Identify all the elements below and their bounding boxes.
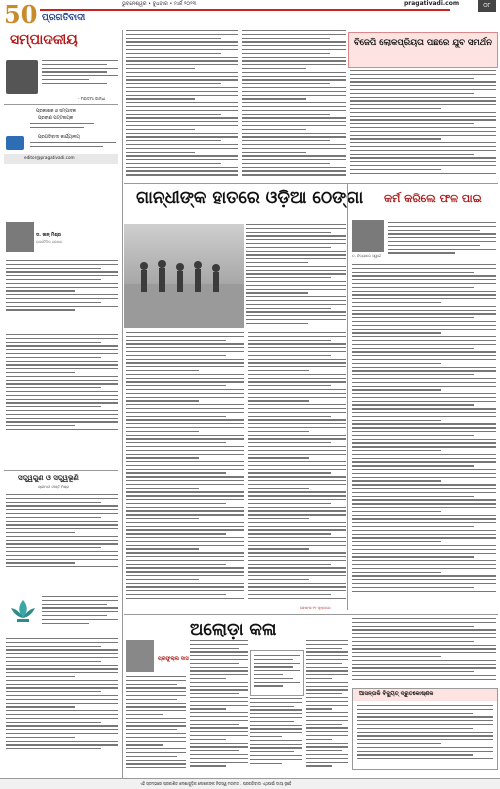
publisher-details [30,123,94,133]
bottom-story-column-4 [306,640,348,768]
left-box-author: ଶ୍ରୀମତୀ ଦୀପ୍ତି ମିଶ୍ର [38,485,70,489]
bottom-headline: ଅଲୋଡ଼ା କଳା [190,620,277,640]
address-details [30,142,116,152]
left-box-text-lower [42,596,118,636]
author-caption: ରାଜନୈତିକ ଲେଖକ [36,240,63,244]
gandhi-portrait [6,60,38,94]
address-label: ପ୍ରଗତିବାଦୀ କାର୍ଯ୍ୟାଳୟ [38,135,80,140]
pull-quote-text [254,655,300,691]
top-right-headline-box [348,32,498,68]
publisher-name: ପ୍ରବୀଣ ପଟ୍ଟନାୟକ [38,116,74,121]
main-headline: ଗାନ୍ଧୀଙ୍କ ହାତରେ ଓଡ଼ିଆ ଠେଙ୍ଗା [136,188,364,208]
bottom-right-box-text [357,705,493,765]
bottom-story-column-1 [126,676,186,768]
main-story-column-1a [246,224,346,328]
right-author-photo [352,220,384,252]
divider [4,104,118,105]
email-label[interactable]: editor@pragativadi.com [24,155,75,160]
top-right-story-text [350,70,496,180]
sidebar-column-text [6,334,118,466]
author-photo [6,222,34,252]
main-story-column-1 [126,332,244,614]
top-right-headline: ବିଜେପି ଲୋକପ୍ରିୟତା ପଛରେ ଯୁବ ସମର୍ଥନ [353,38,492,48]
bottom-right-box [352,688,498,770]
main-story-column-2 [248,332,346,614]
masthead [0,0,500,30]
bottom-right-box-title-bar [353,689,497,701]
paper-name: ପ୍ରଗତିବାଦୀ [42,13,86,23]
left-sidebar [0,30,122,778]
email-strip [4,154,118,164]
lotus-illustration [8,598,38,624]
column-divider [347,184,348,610]
bottom-pull-quote [250,650,304,696]
section-title: ସମ୍ପାଦକୀୟ [10,32,78,48]
intro-paragraph [6,260,118,330]
divider [124,614,498,615]
publisher-label: ପ୍ରକାଶକ ଓ ସମ୍ପାଦକ [36,109,76,114]
bottom-story-column-3 [250,698,302,768]
left-box-text-end [6,638,118,788]
left-box-text [6,494,118,594]
top-story-column-2 [242,30,346,180]
top-story-column-1 [126,30,238,180]
editorial-header [4,32,118,56]
gandhi-quote [42,60,118,94]
bottom-author-name: ପ୍ରଫୁଲ୍ଲ ଦାସ [158,656,189,662]
author-name: ଡ. ଜାନ୍ ମିଶ୍ର [36,233,61,238]
column-divider [122,30,123,778]
divider [4,470,118,471]
bottom-author-photo [126,640,154,672]
main-continued-label[interactable]: ଶେଷାଂଶ ୧୧ ପୃଷ୍ଠାରେ [300,606,331,610]
sidebar-logo-icon [6,136,24,150]
bottom-right-box-title: ଆସନ୍ତାକି ବିଦ୍ୟୁତ୍ ଦ୍ରୁତକୋଷ୍ଣକ [359,691,434,697]
left-box-title: ସତ୍ତ୍ୱଗୁଣ ଓ ସତ୍ତ୍ୱଭୂଣି [18,474,79,482]
quote-author: - ମହାତ୍ମା ଗାନ୍ଧୀ [78,96,106,101]
right-story-intro [388,222,496,262]
footer-strip [0,778,500,789]
masthead-rule [40,9,450,11]
footer-disclaimer: ଏହି ସ୍ତମ୍ଭରେ ପ୍ରକାଶିତ ଲେଖାଗୁଡ଼ିକ ଲେଖକଙ୍କ ନିଜସ୍ୱ ମତାମତ - ପ୍ରଗତିବାଦୀ ଏଥିପାଇଁ ଦାୟୀ ନୁହେଁ [140,781,292,786]
right-author-name: ଡ. ନିତ୍ୟାନନ୍ଦ ସ୍ୱାଇଁ [352,254,381,258]
right-story-end [352,618,496,684]
anniversary-logo [4,2,38,28]
anniversary-number: 50 [4,0,38,29]
divider [124,183,498,184]
right-story-text [352,264,496,610]
right-headline: କର୍ମ କରିଲେ ଫଳ ପାଇ [384,192,482,205]
main-photo [124,224,244,328]
page-number-badge [478,0,496,12]
page-number: ୦୮ [483,2,491,9]
website-label: pragativadi.com [404,0,460,7]
bottom-story-column-2 [190,640,248,768]
date-line: ଭୁବନେଶ୍ୱର • ବୁଧବାର • ମାର୍ଚ୍ଚ ୨୦୨୩ [122,1,197,7]
